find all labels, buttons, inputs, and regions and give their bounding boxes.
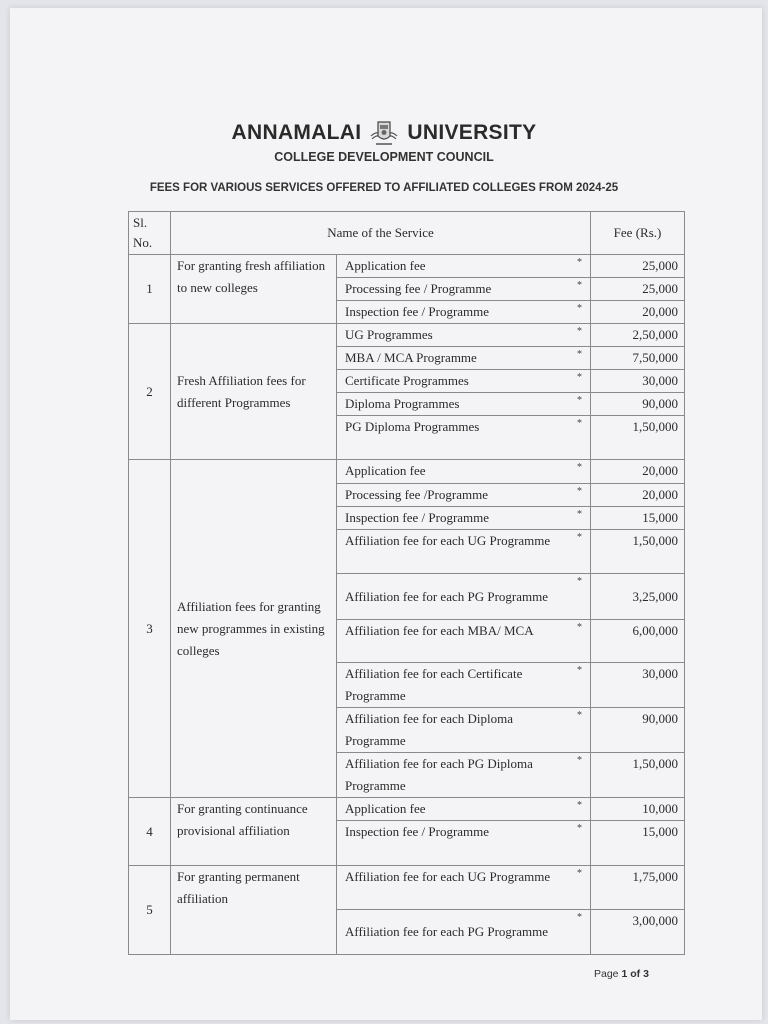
fee-amount-cell: 1,50,000	[591, 753, 685, 798]
table-row	[129, 255, 685, 278]
bullet-mark: *	[577, 868, 583, 879]
service-item-cell	[337, 910, 591, 955]
fee-amount-cell: 20,000	[591, 484, 685, 507]
column-header-sl-no	[129, 212, 171, 255]
column-header-fee: Fee (Rs.)	[591, 212, 685, 255]
fee-amount-cell: 25,000	[591, 255, 685, 278]
table-row	[129, 866, 685, 910]
service-item-cell	[337, 507, 591, 530]
service-item-name: Affiliation fee for each Diploma Programme	[345, 711, 513, 748]
service-item-name: Processing fee / Programme	[345, 281, 492, 296]
service-item-name: Application fee	[345, 258, 426, 273]
service-item-name: Inspection fee / Programme	[345, 510, 490, 525]
title-left: ANNAMALAI	[231, 121, 362, 144]
fee-amount-cell: 90,000	[591, 393, 685, 416]
service-item-cell	[337, 370, 591, 393]
fees-table	[128, 211, 685, 955]
service-item-cell	[337, 663, 591, 708]
fee-amount-cell: 1,50,000	[591, 530, 685, 574]
fee-amount-cell: 30,000	[591, 663, 685, 708]
bullet-mark: *	[577, 710, 583, 721]
service-item-name: Affiliation fee for each UG Programme	[345, 533, 551, 548]
service-item-cell	[337, 821, 591, 866]
fees-table-body	[129, 255, 685, 955]
fee-amount-cell: 1,50,000	[591, 416, 685, 460]
serial-number-cell: 4	[129, 798, 171, 866]
bullet-mark: *	[577, 462, 583, 473]
service-item-name: MBA / MCA Programme	[345, 350, 477, 365]
bullet-mark: *	[577, 280, 583, 291]
table-row	[129, 324, 685, 347]
fee-amount-cell: 20,000	[591, 301, 685, 324]
bullet-mark: *	[577, 303, 583, 314]
service-item-cell	[337, 347, 591, 370]
fee-amount-cell: 3,00,000	[591, 910, 685, 955]
service-category-cell: For granting fresh affiliation to new colleges	[171, 255, 337, 324]
bullet-mark: *	[577, 418, 583, 429]
bullet-mark: *	[577, 532, 583, 543]
bullet-mark: *	[577, 326, 583, 337]
fee-amount-cell: 7,50,000	[591, 347, 685, 370]
service-item-name: Affiliation fee for each PG Diploma Programme	[345, 756, 533, 793]
fee-amount-cell: 3,25,000	[591, 574, 685, 620]
service-item-name: Affiliation fee for each Certificate Programme	[345, 666, 523, 703]
serial-number-cell: 2	[129, 324, 171, 460]
bullet-mark: *	[577, 912, 583, 923]
service-category-cell: For granting permanent affiliation	[171, 866, 337, 955]
service-item-name: Affiliation fee for each UG Programme	[345, 869, 551, 884]
column-header-service: Name of the Service	[171, 212, 591, 255]
serial-number-cell: 3	[129, 460, 171, 798]
service-item-name: Inspection fee / Programme	[345, 304, 490, 319]
fee-amount-cell: 6,00,000	[591, 620, 685, 663]
service-item-cell	[337, 574, 591, 620]
page-total: 3	[643, 968, 649, 980]
service-item-cell	[337, 301, 591, 324]
service-item-cell	[337, 530, 591, 574]
bullet-mark: *	[577, 576, 583, 587]
service-item-name: Affiliation fee for each PG Programme	[345, 924, 548, 939]
sl-no-line-2: No.	[133, 235, 153, 250]
bullet-mark: *	[577, 486, 583, 497]
table-row	[129, 460, 685, 484]
bullet-mark: *	[577, 349, 583, 360]
service-item-cell	[337, 416, 591, 460]
serial-number-cell: 1	[129, 255, 171, 324]
service-item-name: Affiliation fee for each PG Programme	[345, 588, 548, 604]
council-subtitle: COLLEGE DEVELOPMENT COUNCIL	[274, 150, 494, 164]
page-number	[594, 968, 649, 980]
bullet-mark: *	[577, 665, 583, 676]
service-item-cell	[337, 484, 591, 507]
fees-heading: FEES FOR VARIOUS SERVICES OFFERED TO AFFILIATED COLLEGES FROM 2024-25	[149, 182, 619, 194]
service-item-cell	[337, 798, 591, 821]
page-prefix: Page	[594, 968, 619, 980]
service-item-cell	[337, 753, 591, 798]
fee-amount-cell: 90,000	[591, 708, 685, 753]
fee-amount-cell: 2,50,000	[591, 324, 685, 347]
service-item-name: PG Diploma Programmes	[345, 419, 480, 434]
page-current: 1	[621, 968, 628, 980]
service-item-cell	[337, 393, 591, 416]
bullet-mark: *	[577, 755, 583, 766]
service-item-cell	[337, 255, 591, 278]
bullet-mark: *	[577, 800, 583, 811]
service-item-cell	[337, 324, 591, 347]
serial-number-cell: 5	[129, 866, 171, 955]
fee-amount-cell: 25,000	[591, 278, 685, 301]
table-row	[129, 798, 685, 821]
service-category-cell: For granting continuance provisional affiliation	[171, 798, 337, 866]
bullet-mark: *	[577, 395, 583, 406]
service-item-name: Application fee	[345, 463, 426, 478]
service-item-cell	[337, 620, 591, 663]
bullet-mark: *	[577, 257, 583, 268]
fee-amount-cell: 15,000	[591, 821, 685, 866]
fee-amount-cell: 20,000	[591, 460, 685, 484]
table-header-row	[129, 212, 685, 255]
bullet-mark: *	[577, 823, 583, 834]
service-item-name: UG Programmes	[345, 327, 433, 342]
service-item-name: Application fee	[345, 801, 426, 816]
service-item-cell	[337, 866, 591, 910]
university-title	[0, 118, 768, 148]
service-item-name: Diploma Programmes	[345, 396, 460, 411]
service-item-name: Processing fee /Programme	[345, 487, 488, 502]
sl-no-line-1: Sl.	[133, 215, 148, 230]
service-category-cell: Fresh Affiliation fees for different Programmes	[171, 324, 337, 460]
service-item-name: Affiliation fee for each MBA/ MCA	[345, 623, 534, 638]
title-right: UNIVERSITY	[407, 121, 537, 144]
service-category-cell: Affiliation fees for granting new programmes in existing colleges	[171, 460, 337, 798]
fee-amount-cell: 30,000	[591, 370, 685, 393]
service-item-cell	[337, 278, 591, 301]
service-item-cell	[337, 460, 591, 484]
page-of: of	[630, 968, 641, 980]
bullet-mark: *	[577, 509, 583, 520]
service-item-cell	[337, 708, 591, 753]
service-item-name: Certificate Programmes	[345, 373, 469, 388]
fee-amount-cell: 10,000	[591, 798, 685, 821]
service-item-name: Inspection fee / Programme	[345, 824, 490, 839]
fee-amount-cell: 15,000	[591, 507, 685, 530]
bullet-mark: *	[577, 622, 583, 633]
university-emblem-icon	[369, 118, 399, 148]
fee-amount-cell: 1,75,000	[591, 866, 685, 910]
bullet-mark: *	[577, 372, 583, 383]
